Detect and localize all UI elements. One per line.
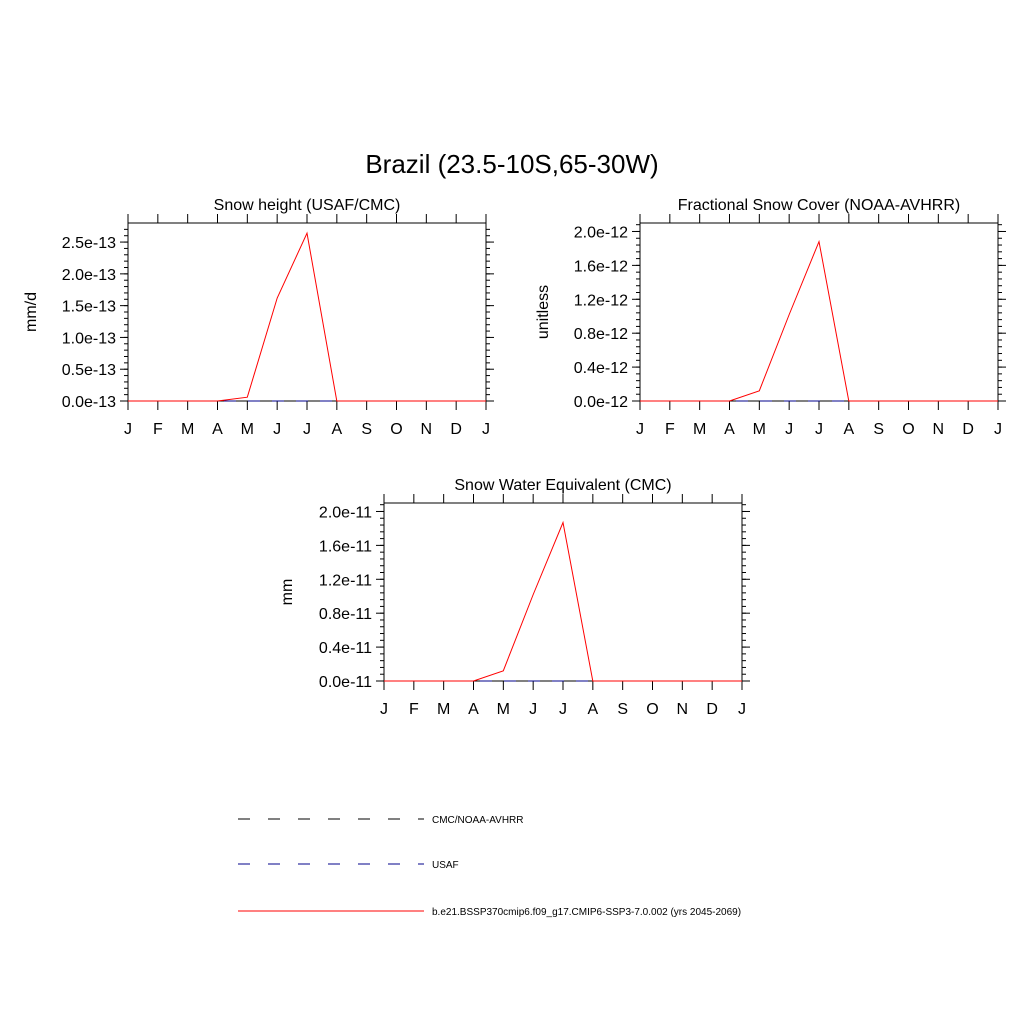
x-tick-label: J — [785, 421, 794, 438]
chart-panel-3 — [279, 477, 750, 718]
plot-frame — [384, 503, 742, 681]
x-tick-label: M — [437, 701, 451, 718]
legend-item-3 — [238, 907, 741, 918]
x-tick-label: A — [724, 421, 735, 438]
x-tick-label: A — [587, 701, 599, 718]
y-tick-label: 1.6e-11 — [318, 538, 372, 556]
x-tick-label: D — [706, 701, 718, 718]
x-tick-label: J — [994, 421, 1002, 438]
y-tick-label: 0.5e-13 — [61, 362, 116, 380]
y-tick-label: 1.2e-11 — [318, 572, 372, 590]
x-tick-label: M — [240, 421, 254, 438]
x-tick-label: N — [676, 701, 689, 718]
y-tick-label: 1.6e-12 — [573, 258, 628, 276]
y-tick-label: 0.0e-11 — [318, 674, 372, 691]
y-tick-label: 1.5e-13 — [61, 298, 116, 316]
chart-panel-2 — [535, 197, 1006, 438]
x-tick-label: J — [124, 421, 132, 438]
x-tick-label: M — [693, 421, 707, 438]
x-tick-label: D — [962, 421, 974, 438]
x-tick-label: A — [843, 421, 855, 438]
y-tick-label: 0.0e-12 — [573, 394, 628, 411]
figure-title: Brazil (23.5-10S,65-30W) — [365, 149, 659, 179]
x-tick-label: F — [408, 701, 419, 718]
plot-frame — [128, 223, 486, 401]
legend-item-2 — [238, 860, 459, 871]
legend-label: b.e21.BSSP370cmip6.f09_g17.CMIP6-SSP3-7.0.002 (yrs 2045-2069) — [432, 907, 742, 918]
y-tick-label: 1.0e-13 — [61, 330, 116, 348]
x-tick-label: S — [873, 421, 885, 438]
x-tick-label: O — [390, 421, 403, 438]
x-tick-label: M — [181, 421, 195, 438]
plot-frame — [640, 223, 998, 401]
series-line-3 — [384, 523, 742, 682]
x-tick-label: J — [482, 421, 490, 438]
legend-label: CMC/NOAA-AVHRR — [432, 815, 524, 826]
x-tick-label: F — [664, 421, 675, 438]
x-tick-label: N — [420, 421, 433, 438]
x-tick-label: D — [450, 421, 462, 438]
x-tick-label: J — [380, 701, 388, 718]
panel-title: Snow height (USAF/CMC) — [213, 197, 401, 214]
y-tick-label: 2.0e-13 — [61, 266, 116, 284]
legend-label: USAF — [432, 860, 459, 871]
x-tick-label: J — [559, 701, 567, 718]
x-tick-label: A — [468, 701, 479, 718]
legend — [238, 815, 741, 918]
y-tick-label: 0.8e-11 — [318, 606, 372, 624]
x-tick-label: F — [152, 421, 163, 438]
x-tick-label: M — [752, 421, 766, 438]
y-axis-label: unitless — [535, 284, 552, 340]
x-tick-label: A — [331, 421, 343, 438]
y-tick-label: 0.0e-13 — [61, 394, 116, 411]
y-tick-label: 0.8e-12 — [573, 326, 628, 344]
x-tick-label: J — [273, 421, 282, 438]
x-tick-label: S — [361, 421, 373, 438]
y-tick-label: 0.4e-12 — [573, 360, 628, 378]
y-tick-label: 0.4e-11 — [318, 640, 372, 658]
x-tick-label: N — [932, 421, 945, 438]
panel-title: Snow Water Equivalent (CMC) — [454, 477, 672, 494]
chart-panels — [23, 197, 1006, 718]
x-tick-label: O — [646, 701, 659, 718]
series-line-3 — [128, 233, 486, 401]
x-tick-label: A — [212, 421, 223, 438]
legend-item-1 — [238, 815, 523, 826]
x-tick-label: J — [636, 421, 644, 438]
panel-title: Fractional Snow Cover (NOAA-AVHRR) — [677, 197, 961, 214]
y-tick-label: 2.5e-13 — [61, 235, 116, 253]
chart-panel-1 — [23, 197, 494, 438]
x-tick-label: J — [815, 421, 823, 438]
y-tick-label: 1.2e-12 — [573, 292, 628, 310]
y-axis-label: mm — [279, 578, 296, 606]
x-tick-label: J — [529, 701, 538, 718]
x-tick-label: O — [902, 421, 915, 438]
series-line-3 — [640, 242, 998, 401]
y-tick-label: 2.0e-11 — [318, 504, 372, 522]
x-tick-label: J — [303, 421, 311, 438]
y-tick-label: 2.0e-12 — [573, 224, 628, 242]
x-tick-label: J — [738, 701, 746, 718]
x-tick-label: S — [617, 701, 629, 718]
x-tick-label: M — [496, 701, 510, 718]
y-axis-label: mm/d — [23, 292, 40, 332]
